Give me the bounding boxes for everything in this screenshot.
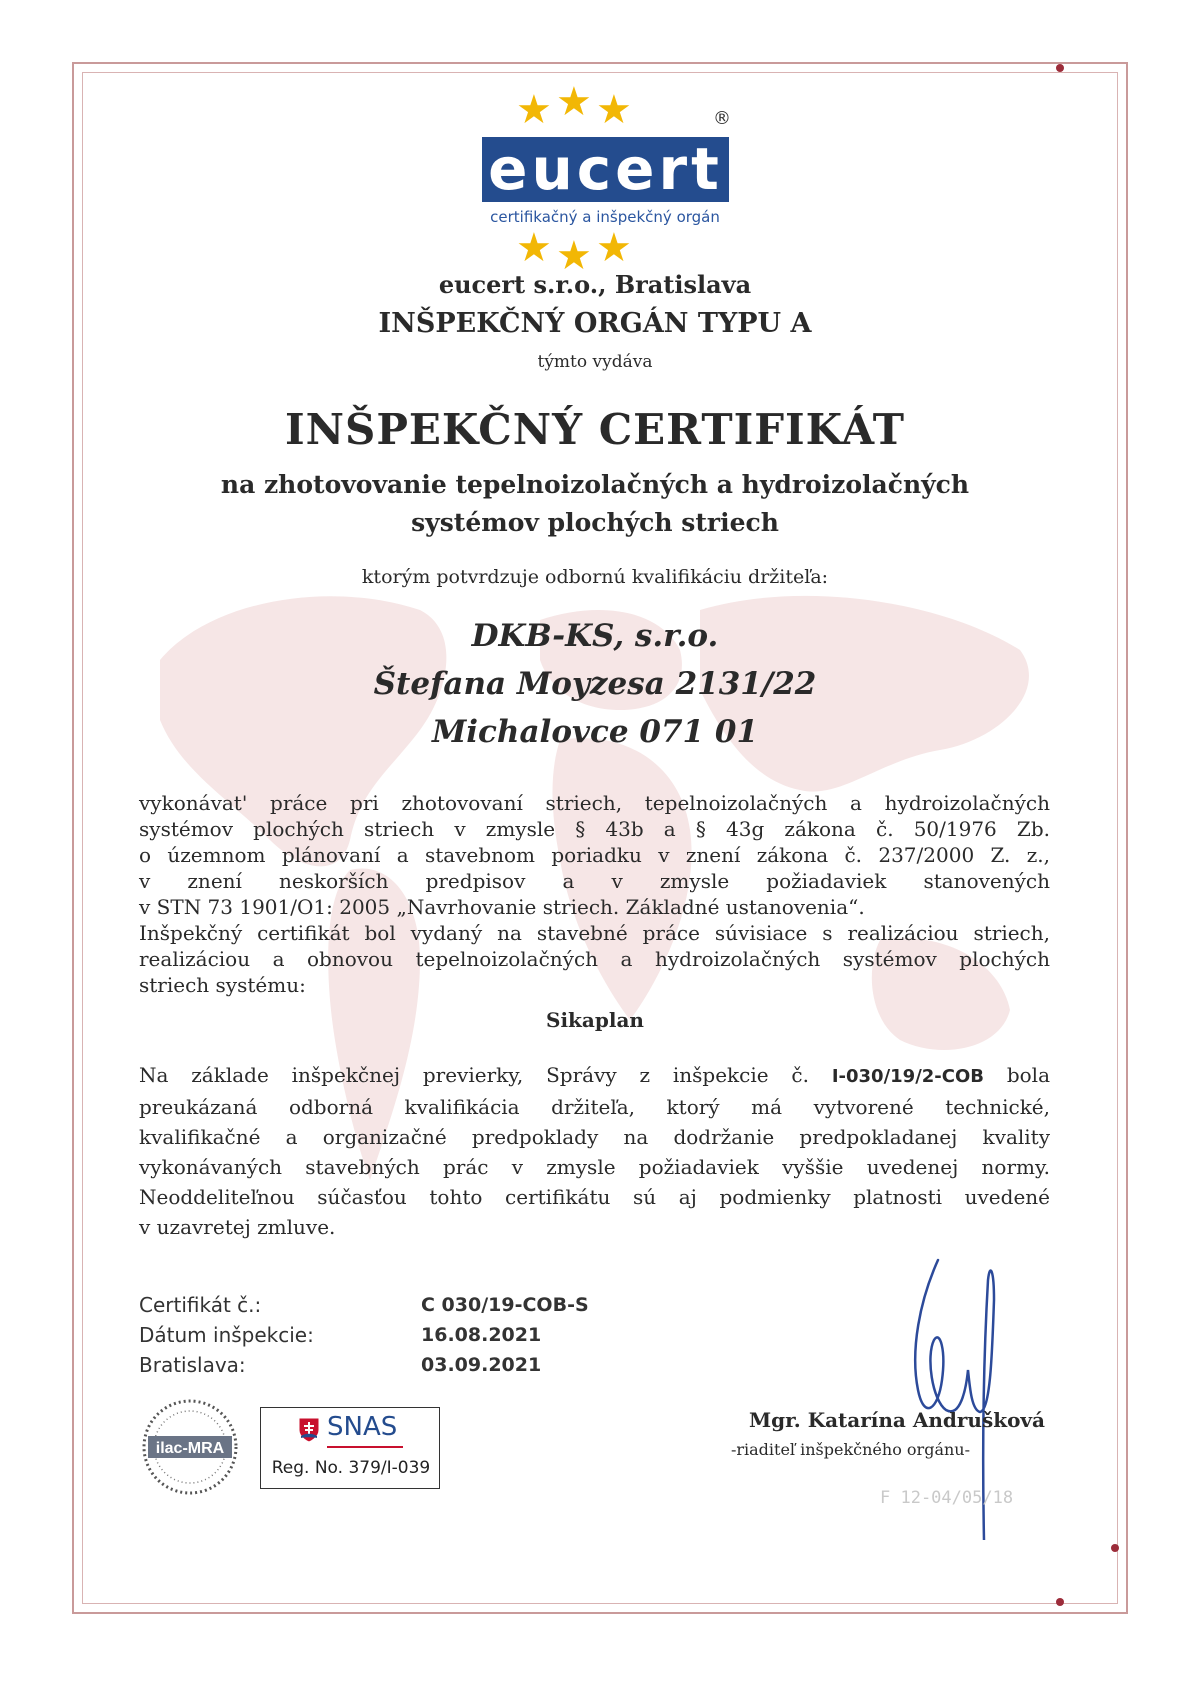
ilac-text: ilac-MRA bbox=[155, 1440, 225, 1457]
certificate-title: INŠPEKČNÝ CERTIFIKÁT bbox=[284, 405, 906, 454]
ilac-mra-logo bbox=[138, 1395, 242, 1499]
scope-line: v STN 73 1901/O1: 2005 „Navrhovanie striech. Základné ustanovenia“. bbox=[139, 895, 865, 919]
scope-line: v znení neskorších predpisov a v zmysle požiadaviek stanovených bbox=[139, 869, 1050, 893]
basis-line: kvalifikačné a organizačné predpoklady na dodržanie predpokladanej kvality bbox=[139, 1125, 1050, 1149]
holder-street: Štefana Moyzesa 2131/22 bbox=[373, 666, 817, 702]
eucert-logo: eucert bbox=[482, 137, 729, 202]
slovak-coat-of-arms-icon bbox=[297, 1416, 321, 1444]
cert-number-label: Certifikát č.: bbox=[139, 1293, 262, 1317]
scope-line: o územnom plánovaní a stavebnom poriadku v znení zákona č. 237/2000 Z. z., bbox=[139, 843, 1050, 867]
scope-line: vykonávat' práce pri zhotovovaní striech, tepelnoizolačných a hydroizolačných bbox=[139, 791, 1050, 815]
confirms-text: ktorým potvrdzuje odbornú kvalifikáciu držiteľa: bbox=[361, 566, 829, 588]
basis-line bbox=[139, 1060, 1050, 1092]
signer-role: -riaditeľ inšpekčného orgánu- bbox=[730, 1440, 970, 1459]
snas-name: SNAS bbox=[327, 1412, 398, 1442]
issues-text: týmto vydáva bbox=[537, 352, 653, 372]
holder-city: Michalovce 071 01 bbox=[431, 714, 759, 750]
certificate-subtitle-line2: systémov plochých striech bbox=[411, 508, 779, 537]
inspection-date-label: Dátum inšpekcie: bbox=[139, 1323, 314, 1347]
star-icon: ★ bbox=[556, 79, 592, 125]
basis-text: bola bbox=[1006, 1063, 1050, 1087]
certificate-subtitle-line1: na zhotovovanie tepelnoizolačných a hydroizolačných bbox=[220, 470, 970, 499]
star-icon: ★ bbox=[596, 225, 632, 271]
form-code: F 12-04/05/18 bbox=[880, 1488, 1014, 1508]
scope-paragraph bbox=[139, 790, 1050, 998]
star-icon: ★ bbox=[556, 233, 592, 279]
product-name: Sikaplan bbox=[546, 1008, 644, 1032]
issue-date-value: 03.09.2021 bbox=[421, 1354, 542, 1376]
snas-registration: Reg. No. 379/I-039 bbox=[271, 1458, 431, 1478]
top-stars bbox=[480, 79, 710, 133]
scope-line: realizáciou a obnovou tepelnoizolačných a hydroizolačných systémov plochých bbox=[139, 947, 1050, 971]
snas-underline bbox=[327, 1446, 403, 1448]
issuer-name: eucert s.r.o., Bratislava bbox=[438, 270, 752, 299]
scope-line: striech systému: bbox=[139, 973, 306, 997]
cert-number-value: C 030/19-COB-S bbox=[421, 1294, 589, 1316]
basis-paragraph bbox=[139, 1060, 1050, 1242]
corner-dot bbox=[1111, 1544, 1119, 1552]
basis-line: Neoddeliteľnou súčasťou tohto certifikátu sú aj podmienky platnosti uvedené bbox=[139, 1185, 1050, 1209]
registered-mark: ® bbox=[713, 108, 731, 129]
inspection-date-value: 16.08.2021 bbox=[421, 1324, 542, 1346]
basis-text: Na základe inšpekčnej previerky, Správy z inšpekcie č. bbox=[139, 1063, 809, 1087]
signer-name: Mgr. Katarína Andrušková bbox=[748, 1408, 1045, 1432]
logo-tagline: certifikačný a inšpekčný orgán bbox=[490, 208, 720, 226]
corner-dot bbox=[1056, 64, 1064, 72]
basis-line: vykonávaných stavebných prác v zmysle požiadaviek vyššie uvedenej normy. bbox=[139, 1155, 1050, 1179]
star-icon: ★ bbox=[516, 87, 552, 133]
basis-line: v uzavretej zmluve. bbox=[139, 1215, 336, 1239]
basis-line: preukázaná odborná kvalifikácia držiteľa, ktorý má vytvorené technické, bbox=[139, 1095, 1050, 1119]
report-number: I-030/19/2-COB bbox=[831, 1066, 984, 1087]
issue-place-label: Bratislava: bbox=[139, 1353, 246, 1377]
scope-line: systémov plochých striech v zmysle § 43b a § 43g zákona č. 50/1976 Zb. bbox=[139, 817, 1050, 841]
corner-dot bbox=[1056, 1598, 1064, 1606]
issuer-type: INŠPEKČNÝ ORGÁN TYPU A bbox=[378, 308, 812, 339]
holder-name: DKB-KS, s.r.o. bbox=[471, 618, 719, 654]
star-icon: ★ bbox=[596, 87, 632, 133]
star-icon: ★ bbox=[516, 225, 552, 271]
snas-badge bbox=[260, 1407, 440, 1489]
scope-line: Inšpekčný certifikát bol vydaný na stavebné práce súvisiace s realizáciou striech, bbox=[139, 921, 1050, 945]
